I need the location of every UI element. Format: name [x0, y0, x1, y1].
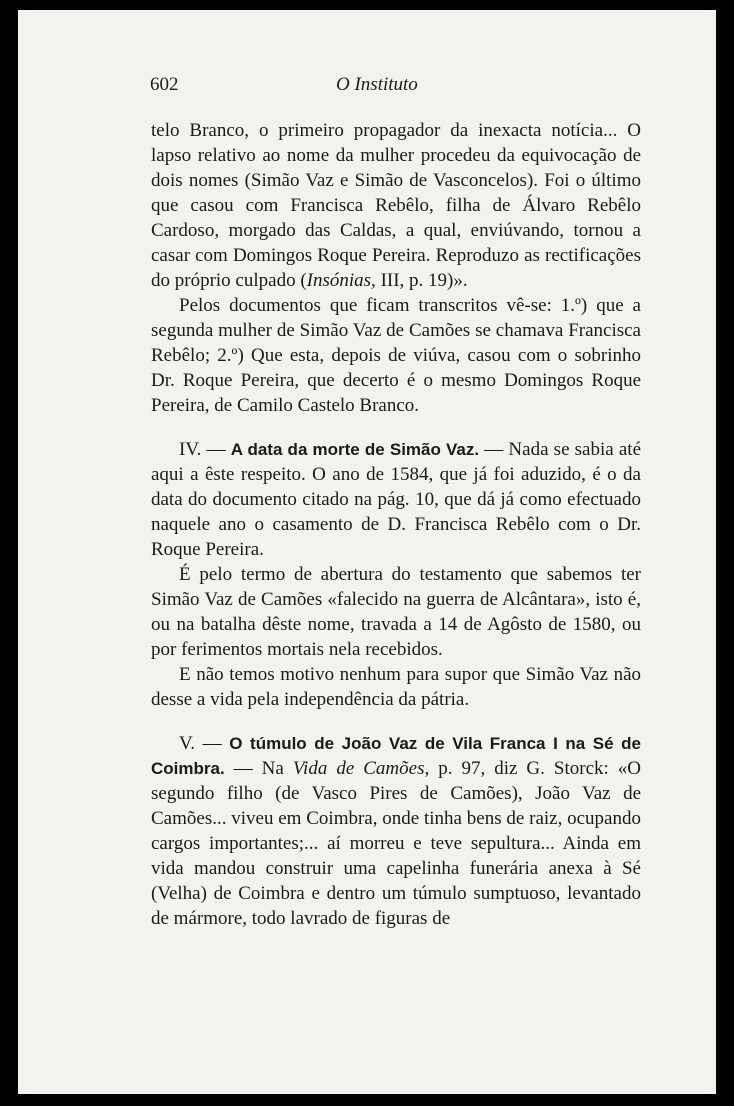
- section-dash: — Na: [233, 758, 284, 779]
- paragraph-text-end: p. 19)».: [409, 270, 468, 291]
- italic-title: Vida de Camões,: [292, 758, 430, 779]
- section-text: p. 97, diz G. Storck: «O segundo filho (de Vasco Pires de Camões), João Vaz de Camões... viveu em Coimbra, onde tinha bens de raiz, ocupando cargos importantes;... aí morreu e teve sepultura... Ainda em vida mandou construir uma capelinha funerária anexa à Sé (Velha) de Coimbra e dentro um túmulo sumptuoso, levantado de mármore, todo lavrado de figuras de: [151, 758, 641, 929]
- section-number: IV. —: [179, 439, 226, 460]
- section-heading: O túmulo de João Vaz de Vila Franca I na Sé de Coimbra.: [151, 734, 641, 778]
- paragraph-continuation: [151, 118, 641, 293]
- section-v: [151, 731, 641, 931]
- page-body: [151, 118, 641, 931]
- section-text: — Nada se sabia até aqui a êste respeito. O ano de 1584, que já foi aduzido, é o da data do documento citado na pág. 10, que dá já como efectuado naquele ano o casamento de D. Francisca Rebêlo com o Dr. Roque Pereira.: [151, 439, 642, 560]
- section-iv: [151, 437, 641, 562]
- running-title: O Instituto: [336, 74, 418, 95]
- italic-title: Insónias,: [306, 270, 376, 291]
- page-header: [150, 74, 642, 102]
- page-number: 602: [150, 74, 179, 95]
- section-number: V. —: [179, 733, 222, 754]
- paragraph-testament: É pelo termo de abertura do testamento que sabemos ter Simão Vaz de Camões «falecido na guerra de Alcântara», isto é, ou na batalha dêste nome, travada a 14 de Agôsto de 1580, ou por ferimentos mortais nela recebidos.: [151, 564, 641, 660]
- paragraph-documents: Pelos documentos que ficam transcritos vê-se: 1.º) que a segunda mulher de Simão Vaz de Camões se chamava Francisca Rebêlo; 2.º) Que esta, depois de viúva, casou com o sobrinho Dr. Roque Pereira, que decerto é o mesmo Domingos Roque Pereira, de Camilo Castelo Branco.: [151, 295, 641, 416]
- paragraph-text: telo Branco, o primeiro propagador da inexacta notícia... O lapso relativo ao nome da mulher procedeu da equivocação de dois nomes (Simão Vaz e Simão de Vasconcelos). Foi o último que casou com Francisca Rebêlo, filha de Álvaro Rebêlo Cardoso, morgado das Caldas, a qual, enviúvando, tornou a casar com Domingos Roque Pereira. Reproduzo as rectificações do próprio culpado (: [151, 120, 641, 291]
- paragraph-motive: E não temos motivo nenhum para supor que Simão Vaz não desse a vida pela independência da pátria.: [151, 664, 641, 710]
- book-page: [18, 10, 716, 1094]
- section-heading: A data da morte de Simão Vaz.: [230, 440, 480, 459]
- volume-number: III,: [380, 270, 405, 291]
